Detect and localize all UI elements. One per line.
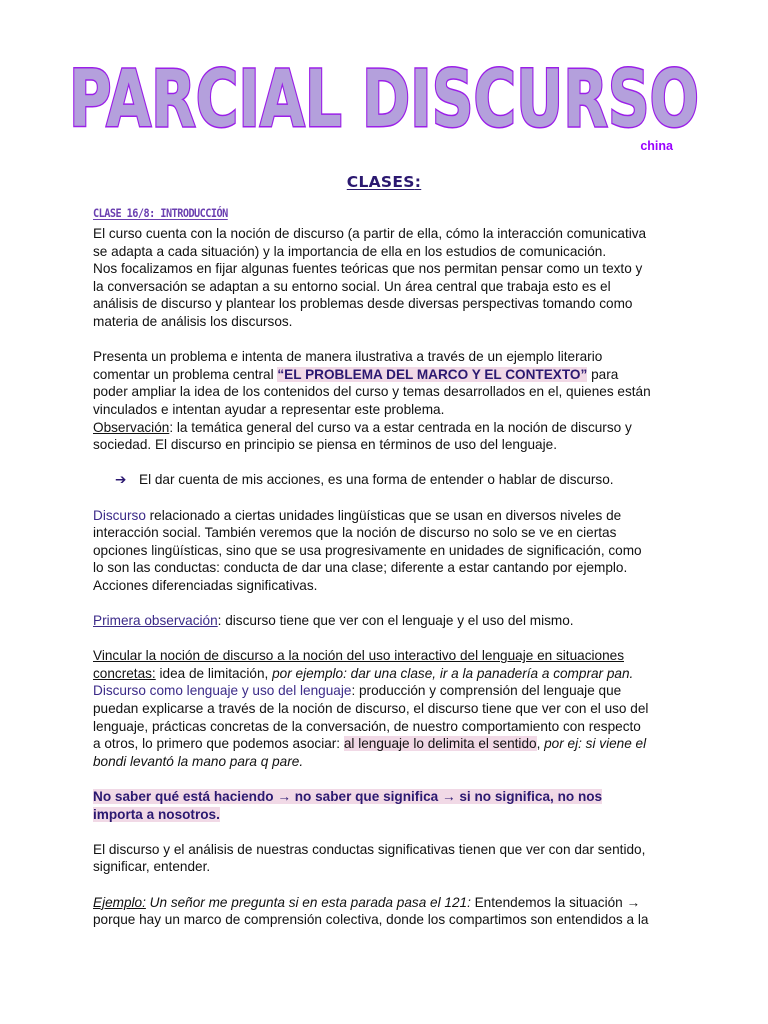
- paragraph-problem: [93, 348, 683, 454]
- text-line: lo son las conductas: conducta de dar una clase; diferente a estar cantando por ejemplo.: [93, 560, 628, 576]
- bullet-item: [93, 471, 683, 489]
- title-text: PARCIAL DISCURSO: [69, 55, 699, 136]
- paragraph-vincular: [93, 647, 683, 770]
- text-line: opciones lingüísticas, sino que se usa progresivamente en unidades de significación, como: [93, 542, 642, 558]
- title-graphic: [62, 46, 706, 136]
- text-line: puedan explicarse a través de la noción de discurso, el discurso tiene que ver con el uso del: [93, 701, 649, 717]
- author-label: china: [640, 139, 673, 153]
- underlined-term: concretas:: [93, 665, 156, 681]
- text-span: ,: [536, 736, 545, 752]
- text-span: para: [587, 366, 619, 382]
- italic-example: por ej: si viene el: [544, 736, 647, 752]
- highlighted-statement: No saber qué está haciendo → no saber que significa → si no significa, no nos: [93, 789, 603, 804]
- text-line: [93, 682, 683, 700]
- text-span: a otros, lo primero que podemos asociar:: [93, 736, 344, 752]
- text-line: [93, 665, 683, 683]
- italic-example: por ejemplo: dar una clase, ir a la panadería a comprar pan.: [272, 665, 634, 681]
- text-line: vinculados e intentan ayudar a representar este problema.: [93, 401, 445, 417]
- text-line: [93, 894, 683, 912]
- text-line: materia de análisis los discursos.: [93, 313, 293, 329]
- text-line: Presenta un problema e intenta de manera ilustrativa a través de un ejemplo literario: [93, 349, 603, 365]
- term-discurso-lenguaje: Discurso como lenguaje y uso del lenguaje: [93, 683, 352, 699]
- highlighted-phrase: al lenguaje lo delimita el sentido: [343, 736, 537, 752]
- italic-example: Un señor me pregunta si en esta parada pasa el 121:: [145, 894, 471, 910]
- text-span: : la temática general del curso va a estar centrada en la noción de discurso y: [169, 419, 632, 435]
- text-span: : discurso tiene que ver con el lenguaje y el uso del mismo.: [217, 613, 574, 629]
- text-line: interacción social. También veremos que la noción de discurso no solo se ve en ciertas: [93, 525, 617, 541]
- text-line: se adapta a cada situación) y la importancia de ella en los estudios de comunicación.: [93, 243, 607, 259]
- text-span: comentar un problema central: [93, 366, 278, 382]
- document-body: [93, 225, 683, 929]
- text-line: sociedad. El discurso en principio se piensa en términos de uso del lenguaje.: [93, 437, 557, 453]
- highlighted-statement: importa a nosotros.: [93, 806, 220, 822]
- text-line: Vincular la noción de discurso a la noción del uso interactivo del lenguaje en situaciones: [93, 648, 624, 664]
- term-discurso: Discurso: [93, 507, 146, 523]
- paragraph-first-observation: [93, 612, 683, 630]
- underlined-term: Observación: [93, 419, 170, 435]
- text-span: relacionado a ciertas unidades lingüísticas que se usan en diversos niveles de: [145, 507, 622, 523]
- text-line: [93, 753, 683, 771]
- arrow-bullet-icon: ➔: [115, 472, 127, 488]
- text-line: porque hay un marco de comprensión colectiva, donde los compartimos son entendidos a la: [93, 912, 649, 928]
- example-label: Ejemplo:: [93, 894, 146, 910]
- term-primera-observacion: Primera observación: [93, 613, 218, 629]
- paragraph-ejemplo: [93, 894, 683, 929]
- bullet-text: El dar cuenta de mis acciones, es una forma de entender o hablar de discurso.: [139, 472, 614, 488]
- text-line: [93, 419, 683, 437]
- section-heading-colon: :: [414, 173, 422, 191]
- text-line: El discurso y el análisis de nuestras conductas significativas tienen que ver con dar sentido,: [93, 841, 646, 857]
- class-heading: CLASE 16/8: INTRODUCCIÓN: [93, 206, 228, 220]
- highlighted-phrase: “EL PROBLEMA DEL MARCO Y EL CONTEXTO”: [277, 366, 588, 382]
- text-line: análisis de discurso y plantear los problemas desde diversas perspectivas tomando como: [93, 296, 633, 312]
- text-span: idea de limitación,: [155, 665, 273, 681]
- text-line: lenguaje, prácticas concretas de la conversación, de nuestro comportamiento con respecto: [93, 718, 641, 734]
- text-span: : producción y comprensión del lenguaje que: [351, 683, 622, 699]
- text-line: El curso cuenta con la noción de discurso (a partir de ella, cómo la interacción comunicativa: [93, 226, 647, 241]
- text-line: poder ampliar la idea de los contenidos del curso y temas desarrollados en el, quienes están: [93, 384, 651, 400]
- paragraph-sentido: [93, 841, 683, 876]
- section-heading-text: CLASES: [346, 173, 415, 191]
- text-line: [93, 366, 683, 384]
- text-line: Nos focalizamos en fijar algunas fuentes teóricas que nos permitan pensar como un texto y: [93, 261, 643, 277]
- text-line: significar, entender.: [93, 859, 211, 875]
- section-heading: [0, 174, 768, 192]
- paragraph-intro: [93, 225, 683, 331]
- text-span: Entendemos la situación →: [470, 894, 641, 910]
- text-line: [93, 788, 683, 806]
- paragraph-discurso: [93, 507, 683, 595]
- italic-example: bondi levantó la mano para q pare.: [93, 753, 304, 769]
- text-line: [93, 806, 683, 824]
- text-line: la conversación se adaptan a su entorno social. Un área central que trabaja esto es el: [93, 278, 611, 294]
- text-line: [93, 507, 683, 525]
- paragraph-no-saber: [93, 788, 683, 823]
- text-line: [93, 735, 683, 753]
- document-title: [62, 46, 706, 136]
- text-line: Acciones diferenciadas significativas.: [93, 577, 318, 593]
